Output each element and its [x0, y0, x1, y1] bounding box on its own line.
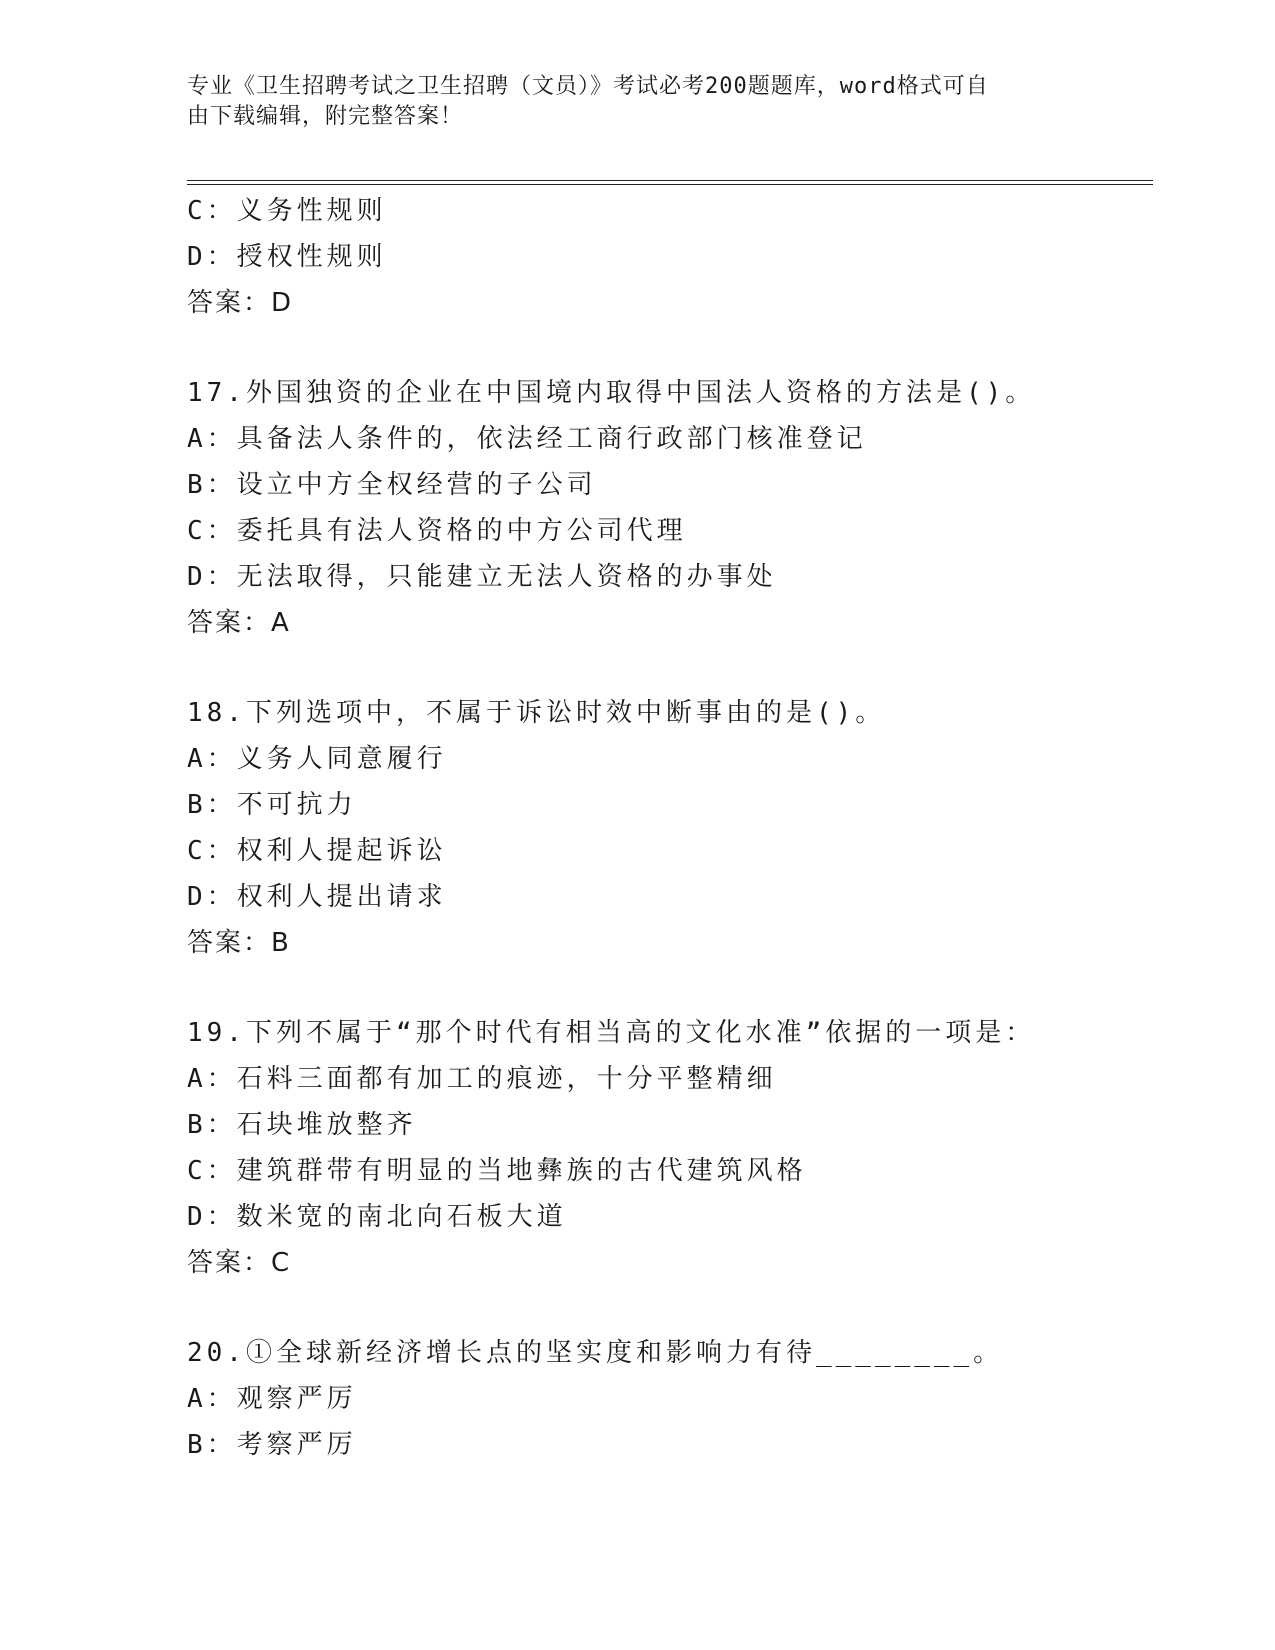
option-c: C：权利人提起诉讼: [187, 836, 447, 866]
question-stem: 20.①全球新经济增长点的坚实度和影响力有待________。: [187, 1338, 1004, 1368]
question-18: [187, 690, 1153, 966]
option-a: A：石料三面都有加工的痕迹，十分平整精细: [187, 1064, 777, 1094]
option-a: A：义务人同意履行: [187, 744, 447, 774]
option-a: A：观察严厉: [187, 1384, 357, 1414]
option-d: D：权利人提出请求: [187, 882, 447, 912]
answer: 答案：C: [187, 1248, 292, 1278]
question-17: [187, 370, 1153, 646]
answer: 答案：A: [187, 608, 291, 638]
question-list: [187, 188, 1153, 1468]
answer: 答案：B: [187, 928, 291, 958]
question-19: [187, 1010, 1153, 1286]
header-line-2: 由下载编辑，附完整答案！: [187, 104, 464, 129]
answer: 答案：D: [187, 288, 294, 318]
option-d: D：授权性规则: [187, 242, 387, 272]
header-line-1: 专业《卫生招聘考试之卫生招聘（文员）》考试必考200题题库，word格式可自: [187, 74, 989, 99]
question-stem: 19.下列不属于“那个时代有相当高的文化水准”依据的一项是：: [187, 1018, 1036, 1048]
question-stem: 18.下列选项中，不属于诉讼时效中断事由的是()。: [187, 698, 886, 728]
option-d: D：数米宽的南北向石板大道: [187, 1202, 567, 1232]
question-stem: 17.外国独资的企业在中国境内取得中国法人资格的方法是()。: [187, 378, 1036, 408]
option-b: B：考察严厉: [187, 1430, 357, 1460]
option-a: A：具备法人条件的，依法经工商行政部门核准登记: [187, 424, 867, 454]
option-b: B：不可抗力: [187, 790, 357, 820]
option-c: C：建筑群带有明显的当地彝族的古代建筑风格: [187, 1156, 807, 1186]
header-divider-top: [187, 180, 1153, 181]
document-header: [187, 72, 1067, 132]
header-divider-bottom: [187, 184, 1153, 185]
option-c: C：义务性规则: [187, 196, 387, 226]
option-b: B：石块堆放整齐: [187, 1110, 417, 1140]
option-c: C：委托具有法人资格的中方公司代理: [187, 516, 687, 546]
option-b: B：设立中方全权经营的子公司: [187, 470, 597, 500]
question-16-continued: [187, 188, 1153, 326]
option-d: D：无法取得，只能建立无法人资格的办事处: [187, 562, 777, 592]
question-20: [187, 1330, 1153, 1468]
